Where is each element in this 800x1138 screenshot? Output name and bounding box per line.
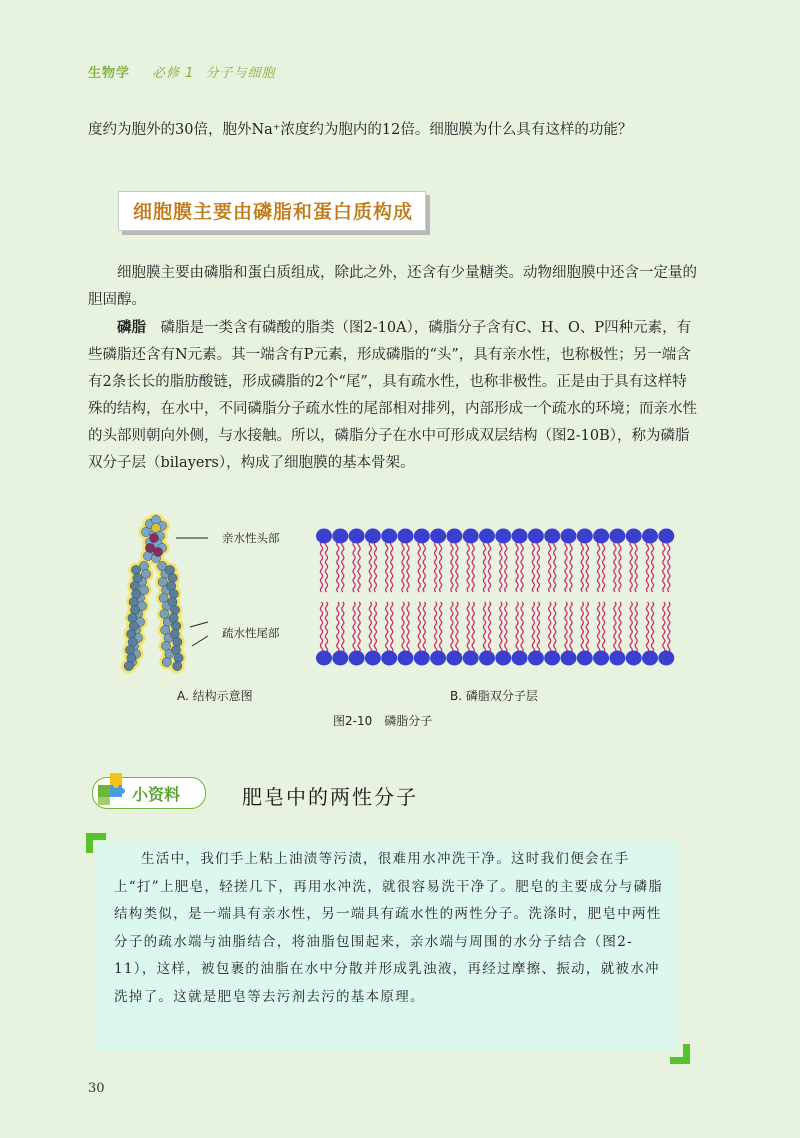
fatty-acid-tail	[342, 537, 344, 592]
phosphate-head	[349, 651, 365, 666]
phosphate-head	[463, 529, 479, 544]
phosphate-head	[316, 651, 332, 666]
fatty-acid-tail	[570, 602, 572, 657]
corner-bracket-top-left	[86, 833, 108, 855]
fatty-acid-tail	[619, 602, 621, 657]
phosphate-head	[398, 651, 414, 666]
atom	[127, 629, 136, 638]
running-head	[88, 62, 276, 81]
tip-body: 生活中，我们手上粘上油渍等污渍，很难用水冲洗干净。这时我们便会在手上“打”上肥皂，轻搓几下，再用水冲洗，就很容易洗干净了。肥皂的主要成分与磷脂结构类似，是一端具有亲水性，另一端具有疏水性的两性分子。洗涤时，肥皂中两性分子的疏水端与油脂结合，将油脂包围起来，亲水端与周围的水分子结合（图2-11），这样，被包裹的油脂在水中分散并形成乳浊液，再经过摩擦、振动，就被水冲洗掉了。这就是肥皂等去污剂去污的基本原理。	[114, 851, 664, 1005]
phosphate-head	[463, 651, 479, 666]
atom	[143, 551, 152, 560]
fatty-acid-tail	[467, 537, 469, 592]
phosphate-head	[642, 651, 658, 666]
fatty-acid-tail	[320, 602, 322, 657]
book-name: 生物学	[88, 66, 131, 81]
fatty-acid-tail	[418, 537, 420, 592]
fatty-acid-tail	[358, 602, 360, 657]
fatty-acid-tail	[505, 537, 507, 592]
fatty-acid-tail	[586, 537, 588, 592]
fatty-acid-tail	[342, 602, 344, 657]
fatty-acid-tail	[603, 602, 605, 657]
phosphate-head	[479, 529, 495, 544]
fatty-acid-tail	[337, 602, 339, 657]
atom	[129, 597, 138, 606]
fatty-acid-tail	[581, 602, 583, 657]
fatty-acid-tail	[374, 537, 376, 592]
caption-a: A. 结构示意图	[177, 689, 253, 703]
phosphate-head	[365, 529, 381, 544]
fatty-acid-tail	[549, 602, 551, 657]
fatty-acid-tail	[451, 602, 453, 657]
phosphate-head	[512, 529, 528, 544]
fatty-acid-tail	[603, 537, 605, 592]
phosphate-head	[430, 651, 446, 666]
fatty-acid-tail	[651, 602, 653, 657]
fatty-acid-tail	[451, 537, 453, 592]
fatty-acid-tail	[472, 602, 474, 657]
fatty-acid-tail	[635, 537, 637, 592]
atom	[168, 573, 177, 582]
fatty-acid-tail	[488, 537, 490, 592]
atom	[131, 565, 140, 574]
phosphate-head	[577, 529, 593, 544]
fatty-acid-tail	[423, 537, 425, 592]
fatty-acid-tail	[500, 602, 502, 657]
phospholipid-bilayer	[312, 522, 688, 672]
corner-bracket-bottom-right	[668, 1042, 690, 1064]
phosphate-head	[446, 651, 462, 666]
fatty-acid-tail	[423, 602, 425, 657]
book-volume: 必修 1	[152, 66, 195, 81]
phosphate-head	[495, 651, 511, 666]
fatty-acid-tail	[325, 537, 327, 592]
label-hydrophilic-head: 亲水性头部	[222, 531, 280, 545]
atom	[141, 527, 150, 536]
phosphate-head	[479, 651, 495, 666]
fatty-acid-tail	[581, 537, 583, 592]
paragraph-1: 细胞膜主要由磷脂和蛋白质组成，除此之外，还含有少量糖类。动物细胞膜中还含一定量的胆固醇。	[88, 265, 697, 308]
paragraph-2	[88, 315, 700, 477]
phosphate-head	[544, 651, 560, 666]
fatty-acid-tail	[500, 537, 502, 592]
fatty-acid-tail	[369, 602, 371, 657]
fatty-acid-tail	[516, 602, 518, 657]
label-hydrophobic-tail: 疏水性尾部	[222, 626, 280, 640]
fatty-acid-tail	[521, 537, 523, 592]
phosphate-head	[316, 529, 332, 544]
fatty-acid-tail	[407, 537, 409, 592]
fatty-acid-tail	[537, 602, 539, 657]
fatty-acid-tail	[488, 602, 490, 657]
fatty-acid-tail	[630, 537, 632, 592]
phosphate-head	[414, 651, 430, 666]
atom	[124, 661, 133, 670]
fatty-acid-tail	[663, 537, 665, 592]
fatty-acid-tail	[353, 602, 355, 657]
fatty-acid-tail	[598, 537, 600, 592]
phosphate-head	[626, 651, 642, 666]
tip-title: 肥皂中的两性分子	[242, 785, 418, 809]
phosphate-head	[414, 529, 430, 544]
fatty-acid-tail	[505, 602, 507, 657]
term-phospholipid: 磷脂	[117, 320, 146, 336]
phosphate-head	[381, 651, 397, 666]
phosphate-head	[544, 529, 560, 544]
puzzle-icon	[96, 771, 132, 807]
fatty-acid-tail	[663, 602, 665, 657]
phosphate-head	[609, 529, 625, 544]
phosphate-head	[381, 529, 397, 544]
atom	[130, 581, 139, 590]
fatty-acid-tail	[521, 602, 523, 657]
phosphate-head	[495, 529, 511, 544]
atom	[153, 547, 162, 556]
phosphate-head	[609, 651, 625, 666]
atom	[173, 661, 182, 670]
atom	[162, 657, 171, 666]
book-title: 分子与细胞	[205, 66, 276, 81]
fatty-acid-tail	[435, 602, 437, 657]
fatty-acid-tail	[651, 537, 653, 592]
fatty-acid-tail	[391, 537, 393, 592]
phosphate-head	[512, 651, 528, 666]
atom	[149, 533, 158, 542]
phosphate-head	[593, 651, 609, 666]
fatty-acid-tail	[668, 537, 670, 592]
phosphate-head	[430, 529, 446, 544]
fatty-acid-tail	[440, 537, 442, 592]
paragraph-2-text: 磷脂是一类含有磷酸的脂类（图2-10A），磷脂分子含有C、H、O、P四种元素，有些磷脂还含有N元素。其一端含有P元素，形成磷脂的“头”，具有亲水性，也称极性；另一端含有2条长长的脂肪酸链，形成磷脂的2个“尾”，具有疏水性，也称非极性。正是由于具有这样特殊的结构，在水中，不同磷脂分子疏水性的尾部相对排列，内部形成一个疏水的环境；而亲水性的头部则朝向外侧，与水接触。所以，磷脂分子在水中可形成双层结构（图2-10B），称为磷脂双分子层（bilayers），构成了细胞膜的基本骨架。	[88, 320, 697, 471]
fatty-acid-tail	[516, 537, 518, 592]
tail-pointer-line-2	[192, 636, 208, 646]
fatty-acid-tail	[554, 537, 556, 592]
fatty-acid-tail	[358, 537, 360, 592]
fatty-acid-tail	[483, 602, 485, 657]
phosphate-head	[577, 651, 593, 666]
fatty-acid-tail	[418, 602, 420, 657]
fatty-acid-tail	[374, 602, 376, 657]
continuation-text: 度约为胞外的30倍，胞外Na⁺浓度约为胞内的12倍。细胞膜为什么具有这样的功能？	[88, 122, 633, 138]
fatty-acid-tail	[646, 537, 648, 592]
fatty-acid-tail	[668, 602, 670, 657]
atom	[125, 645, 134, 654]
atom	[151, 523, 160, 532]
fatty-acid-tail	[630, 602, 632, 657]
fatty-acid-tail	[320, 537, 322, 592]
caption-b: B. 磷脂双分子层	[450, 689, 538, 703]
phosphate-head	[349, 529, 365, 544]
fatty-acid-tail	[353, 537, 355, 592]
phosphate-head	[365, 651, 381, 666]
section-heading	[118, 191, 426, 231]
fatty-acid-tail	[402, 602, 404, 657]
phosphate-head	[561, 529, 577, 544]
fatty-acid-tail	[570, 537, 572, 592]
fatty-acid-tail	[435, 537, 437, 592]
fatty-acid-tail	[565, 602, 567, 657]
page-number: 30	[88, 1081, 105, 1096]
phosphate-head	[593, 529, 609, 544]
tail-pointer-line-1	[190, 622, 208, 627]
fatty-acid-tail	[532, 537, 534, 592]
phosphate-head	[528, 529, 544, 544]
phosphate-head	[332, 651, 348, 666]
fatty-acid-tail	[586, 602, 588, 657]
atom	[172, 621, 181, 630]
fatty-acid-tail	[467, 602, 469, 657]
fatty-acid-tail	[407, 602, 409, 657]
phosphate-head	[561, 651, 577, 666]
fatty-acid-tail	[646, 602, 648, 657]
fatty-acid-tail	[532, 602, 534, 657]
phosphate-head	[398, 529, 414, 544]
phosphate-head	[642, 529, 658, 544]
phosphate-head	[626, 529, 642, 544]
fatty-acid-tail	[440, 602, 442, 657]
phosphate-head	[446, 529, 462, 544]
fatty-acid-tail	[565, 537, 567, 592]
fatty-acid-tail	[614, 602, 616, 657]
fatty-acid-tail	[402, 537, 404, 592]
fatty-acid-tail	[549, 537, 551, 592]
phosphate-head	[332, 529, 348, 544]
atom	[128, 613, 137, 622]
phosphate-head	[658, 651, 674, 666]
fatty-acid-tail	[472, 537, 474, 592]
atom	[173, 637, 182, 646]
atom	[169, 589, 178, 598]
atom	[170, 605, 179, 614]
fatty-acid-tail	[614, 537, 616, 592]
figure-title: 图2-10 磷脂分子	[333, 714, 433, 728]
fatty-acid-tail	[337, 537, 339, 592]
tip-label: 小资料	[132, 785, 181, 804]
fatty-acid-tail	[635, 602, 637, 657]
fatty-acid-tail	[598, 602, 600, 657]
fatty-acid-tail	[456, 602, 458, 657]
fatty-acid-tail	[537, 537, 539, 592]
fatty-acid-tail	[386, 602, 388, 657]
fatty-acid-tail	[554, 602, 556, 657]
fatty-acid-tail	[325, 602, 327, 657]
fatty-acid-tail	[386, 537, 388, 592]
fatty-acid-tail	[619, 537, 621, 592]
phosphate-head	[658, 529, 674, 544]
atom	[174, 653, 183, 662]
fatty-acid-tail	[456, 537, 458, 592]
tip-header	[92, 771, 522, 811]
fatty-acid-tail	[483, 537, 485, 592]
fatty-acid-tail	[369, 537, 371, 592]
fatty-acid-tail	[391, 602, 393, 657]
section-title: 细胞膜主要由磷脂和蛋白质构成	[118, 191, 426, 231]
phosphate-head	[528, 651, 544, 666]
